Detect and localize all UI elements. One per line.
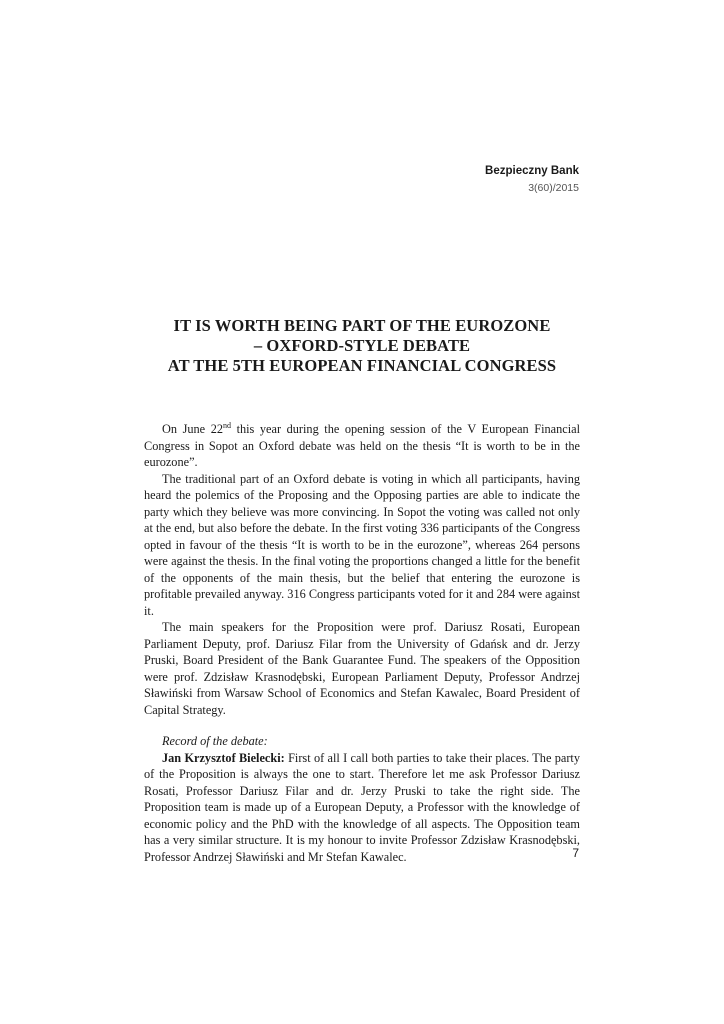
- paragraph-record: [144, 750, 580, 866]
- journal-name: Bezpieczny Bank: [485, 165, 579, 177]
- page-number: 7: [572, 846, 579, 860]
- intro-text-end: this year during the opening session of the V European Financial Congress in Sopot an Oxford debate was held on the thesis “It is worth to be in the eurozone”.: [144, 422, 580, 470]
- intro-text-start: On June 22: [162, 422, 223, 437]
- paragraph-intro: [144, 418, 580, 471]
- speaker-name: Jan Krzysztof Bielecki:: [162, 750, 285, 765]
- journal-issue: 3(60)/2015: [528, 182, 579, 194]
- paragraph-speakers: The main speakers for the Proposition were prof. Dariusz Rosati, European Parliament Deputy, prof. Dariusz Filar from the University of Gdańsk and dr. Jerzy Pruski, Board President of the Bank Guarantee Fund. The speakers of the Opposition were prof. Zdzisław Krasnodębski, European Parliament Deputy, Professor Andrzej Sławiński from Warsaw School of Economics and Stefan Kawalec, Board President of Capital Strategy.: [144, 620, 580, 717]
- journal-header: [485, 163, 579, 197]
- record-label: Record of the debate:: [162, 734, 268, 749]
- title-line-1: IT IS WORTH BEING PART OF THE EUROZONE: [173, 316, 551, 335]
- speaker-text: First of all I call both parties to take their places. The party of the Proposition is always the one to start. Therefore let me ask Professor Dariusz Rosati, Professor Dariusz Filar and dr. Jerzy Pruski to take the right side. The Proposition team is made up of a European Deputy, a Professor with the knowledge of economic policy and the PhD with the knowledge of all aspects. The Opposition team has a very similar structure. It is my honour to invite Professor Zdzisław Krasnodębski, Professor Andrzej Sławiński and Mr Stefan Kawalec.: [144, 750, 580, 864]
- article-title: [144, 316, 580, 376]
- title-line-2: – OXFORD-STYLE DEBATE: [253, 336, 471, 355]
- ordinal-suffix: nd: [223, 421, 231, 430]
- paragraph-voting: The traditional part of an Oxford debate is voting in which all participants, having heard the polemics of the Proposing and the Opposing parties are able to indicate the party which they believe was more convincing. In Sopot the voting was called not only at the end, but also before the debate. In the first voting 336 participants of the Congress opted in favour of the thesis “It is worth to be in the eurozone”, whereas 264 persons were against the thesis. In the final voting the proportions changed a little for the benefit of the opponents of the main thesis, but the belief that entering the eurozone is profitable prevailed anyway. 316 Congress participants voted for it and 284 were against it.: [144, 471, 580, 618]
- article-body: [144, 418, 580, 865]
- paragraph-gap: [144, 718, 580, 733]
- title-line-3: AT THE 5TH EUROPEAN FINANCIAL CONGRESS: [167, 356, 557, 375]
